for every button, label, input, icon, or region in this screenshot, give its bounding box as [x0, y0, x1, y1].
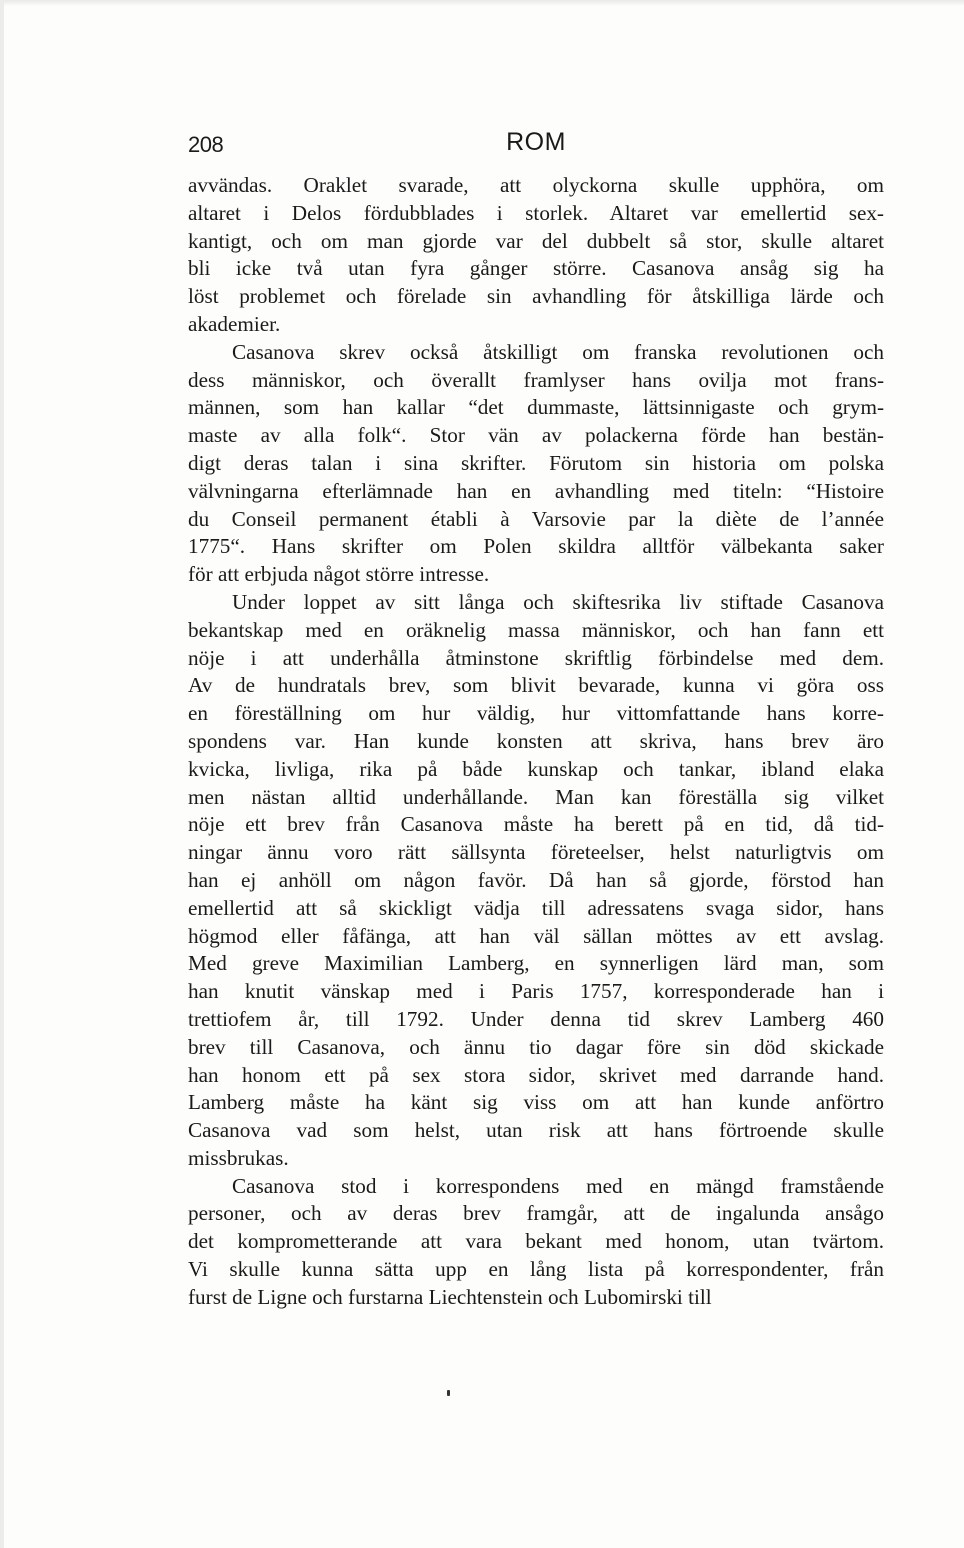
text-line: Vi skulle kunna sätta upp en lång lista på korrespondenter, från — [188, 1257, 884, 1282]
text-line: Casanova stod i korrespondens med en mängd framstående — [232, 1173, 884, 1198]
page-edge-left — [0, 0, 4, 1548]
text-line: löst problemet och förelade sin avhandling för åtskilliga lärde och — [188, 284, 884, 309]
text-line: furst de Ligne och furstarna Liechtenstein och Lubomirski till — [188, 1284, 712, 1309]
body-text — [188, 172, 884, 1312]
text-line: det komprometterande att vara bekant med honom, utan tvärtom. — [188, 1229, 884, 1254]
page-edge-top — [0, 0, 964, 6]
paragraph — [188, 339, 884, 589]
text-line: högmod eller fåfänga, att han väl sällan möttes av ett avslag. — [188, 923, 884, 948]
text-line: spondens var. Han kunde konsten att skriva, hans brev äro — [188, 728, 884, 753]
text-line: avvändas. Oraklet svarade, att olyckorna skulle upphöra, om — [188, 173, 884, 197]
text-line: maste av alla folk“. Stor vän av polackerna förde han bestän- — [188, 423, 884, 448]
text-line: nöje i att underhålla åtminstone skriftlig förbindelse med dem. — [188, 645, 884, 670]
text-line: välvningarna efterlämnade han en avhandling med titeln: “Histoire — [188, 478, 884, 503]
text-line: trettiofem år, till 1792. Under denna tid skrev Lamberg 460 — [188, 1006, 884, 1031]
text-line: personer, och av deras brev framgår, att de ingalunda ansågo — [188, 1201, 884, 1226]
text-line: Casanova skrev också åtskilligt om franska revolutionen och — [232, 339, 884, 364]
text-line: han knutit vänskap med i Paris 1757, korresponderade han i — [188, 979, 884, 1004]
text-line: nöje ett brev från Casanova måste ha berett på en tid, då tid- — [188, 812, 884, 837]
text-line: kantigt, och om man gjorde var del dubbelt så stor, skulle altaret — [188, 228, 884, 253]
text-line: Av de hundratals brev, som blivit bevarade, kunna vi göra oss — [188, 673, 884, 698]
text-line: dess människor, och överallt framlyser hans ovilja mot frans- — [188, 367, 884, 392]
page-header — [188, 128, 884, 162]
text-line: brev till Casanova, och ännu tio dagar före sin död skickade — [188, 1034, 884, 1059]
print-speck — [447, 1390, 450, 1396]
text-line: akademier. — [188, 311, 281, 336]
text-line: du Conseil permanent établi à Varsovie par la diète de l’année — [188, 506, 884, 531]
text-line: missbrukas. — [188, 1145, 289, 1170]
paragraph — [188, 589, 884, 1173]
paragraph — [188, 172, 884, 339]
text-line: han honom ett på sex stora sidor, skrivet med darrande hand. — [188, 1062, 884, 1087]
paragraph — [188, 1173, 884, 1312]
text-line: kvicka, livliga, rika på både kunskap och tankar, ibland elaka — [188, 756, 884, 781]
text-line: Lamberg måste ha känt sig viss om att han kunde anförtro — [188, 1090, 884, 1115]
text-line: men nästan alltid underhållande. Man kan föreställa sig vilket — [188, 784, 884, 809]
text-line: altaret i Delos fördubblades i storlek. Altaret var emellertid sex- — [188, 200, 884, 225]
page-number: 208 — [188, 132, 224, 157]
text-line: Casanova vad som helst, utan risk att hans förtroende skulle — [188, 1118, 884, 1143]
text-line: Under loppet av sitt långa och skiftesrika liv stiftade Casanova — [232, 589, 884, 614]
text-line: han ej anhöll om någon favör. Då han så gjorde, förstod han — [188, 867, 884, 892]
text-line: digt deras talan i sina skrifter. Förutom sin historia om polska — [188, 450, 884, 475]
text-line: Med greve Maximilian Lamberg, en synnerligen lärd man, som — [188, 951, 884, 976]
text-line: för att erbjuda något större intresse. — [188, 562, 490, 587]
text-line: ningar ännu voro rätt sällsynta företeelser, helst naturligtvis om — [188, 840, 884, 865]
text-line: 1775“. Hans skrifter om Polen skildra alltför välbekanta saker — [188, 534, 884, 559]
text-line: bekantskap med en oräknelig massa människor, och han fann ett — [188, 617, 884, 642]
text-line: bli icke två utan fyra gånger större. Casanova ansåg sig ha — [188, 256, 884, 281]
text-line: männen, som han kallar “det dummaste, lättsinnigaste och grym- — [188, 395, 884, 420]
running-title: ROM — [506, 128, 566, 156]
text-line: emellertid att så skickligt vädja till adressatens svaga sidor, hans — [188, 895, 884, 920]
text-line: en föreställning om hur väldig, hur vittomfattande hans korre- — [188, 701, 884, 726]
